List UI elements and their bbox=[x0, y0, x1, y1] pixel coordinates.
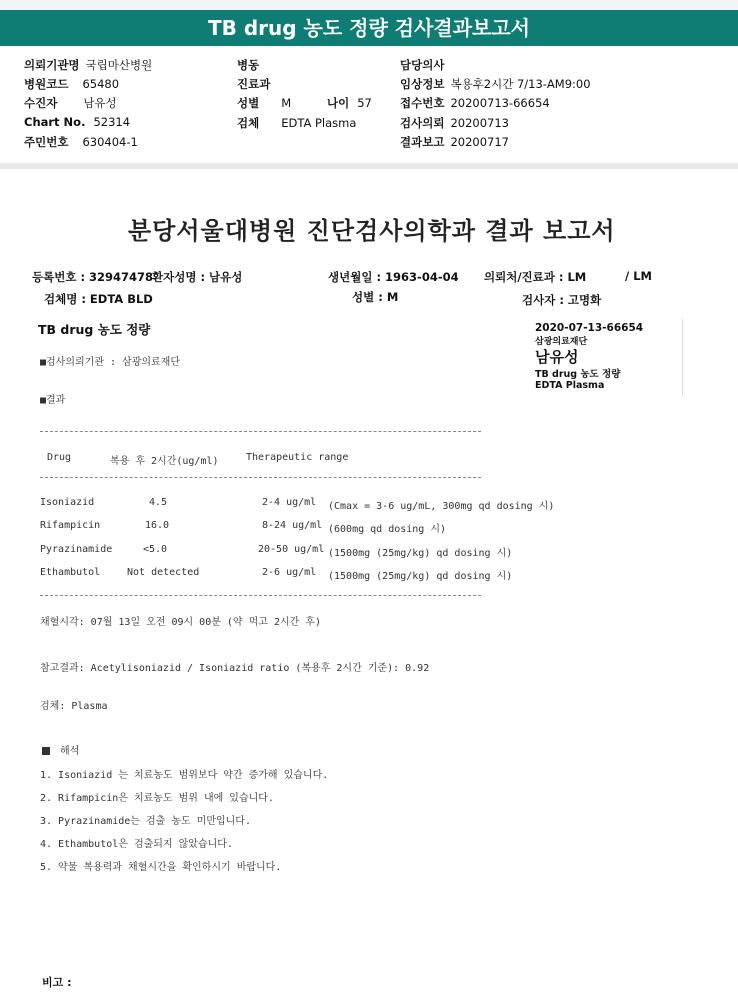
drug-value: Not detected bbox=[127, 567, 200, 578]
drug-range: 2-6 ug/ml bbox=[262, 567, 317, 578]
top-strip bbox=[0, 0, 738, 10]
label-name: 남유성 bbox=[535, 348, 579, 366]
bullet-square-icon bbox=[42, 747, 50, 755]
hdr-report-date: 결과보고 20200717 bbox=[400, 135, 509, 149]
hdr-receipt-no: 접수번호 20200713-66654 bbox=[400, 96, 550, 110]
drug-range: 2-4 ug/ml bbox=[262, 497, 317, 508]
interpretation-item: 1. Isoniazid 는 치료농도 범위보다 약간 증가해 있습니다. bbox=[40, 770, 329, 781]
label-spec: EDTA Plasma bbox=[535, 380, 605, 391]
label-id: 2020-07-13-66654 bbox=[535, 322, 644, 334]
interpretation-item: 5. 약물 복용력과 채혈시간을 확인하시기 바랍니다. bbox=[40, 862, 282, 873]
report-banner-title: TB drug 농도 정량 검사결과보고서 bbox=[0, 10, 738, 46]
patient-name: 환자성명 : 남유성 bbox=[152, 270, 243, 284]
drug-note: (1500mg (25mg/kg) qd dosing 시) bbox=[328, 571, 513, 582]
interpretation-item: 4. Ethambutol은 검출되지 않았습니다. bbox=[40, 839, 233, 850]
drug-name: Ethambutol bbox=[40, 567, 101, 578]
scanned-report bbox=[0, 169, 738, 1007]
col-range: Therapeutic range bbox=[246, 452, 349, 463]
drug-name: Isoniazid bbox=[40, 497, 95, 508]
sampling-time: 채혈시각: 07월 13일 오전 09시 00분 (약 먹고 2시간 후) bbox=[40, 617, 321, 628]
report-sex: 성별 : M bbox=[352, 290, 399, 304]
sample-label bbox=[532, 319, 683, 395]
tester: 검사자 : 고명화 bbox=[522, 293, 602, 307]
table-divider bbox=[40, 431, 481, 432]
label-test: TB drug 농도 정량 bbox=[535, 369, 621, 380]
hdr-chart-no: Chart No. 52314 bbox=[24, 115, 131, 129]
hdr-doctor: 담당의사 bbox=[400, 58, 445, 72]
col-drug: Drug bbox=[47, 452, 72, 463]
hdr-age: 나이 57 bbox=[327, 96, 372, 110]
table-divider bbox=[40, 477, 481, 478]
hdr-institution: 의뢰기관명 국립마산병원 bbox=[24, 58, 153, 72]
ordering-dept: 의뢰처/진료과 : LM bbox=[484, 270, 587, 284]
hdr-request-date: 검사의뢰 20200713 bbox=[400, 116, 509, 130]
table-divider bbox=[40, 595, 481, 596]
report-title: 분당서울대병원 진단검사의학과 결과 보고서 bbox=[128, 217, 616, 245]
drug-note: (1500mg (25mg/kg) qd dosing 시) bbox=[328, 548, 513, 559]
interpretation-heading: 해석 bbox=[42, 742, 79, 757]
hdr-clinical-info: 임상정보 복용후2시간 7/13-AM9:00 bbox=[400, 77, 591, 91]
drug-value: 4.5 bbox=[149, 497, 168, 508]
test-name: TB drug 농도 정량 bbox=[38, 322, 151, 337]
specimen-name: 검체명 : EDTA BLD bbox=[44, 292, 153, 306]
drug-name: Pyrazinamide bbox=[40, 544, 113, 555]
requesting-institution: ■검사의뢰기관 : 삼광의료재단 bbox=[40, 357, 181, 368]
hdr-hospital-code: 병원코드 65480 bbox=[24, 77, 120, 91]
col-value: 복용 후 2시간(ug/ml) bbox=[110, 456, 219, 467]
drug-note: (600mg qd dosing 시) bbox=[328, 524, 447, 535]
reference-result: 참고결과: Acetylisoniazid / Isoniazid ratio (복용후 2시간 기준): 0.92 bbox=[40, 663, 430, 674]
hdr-ward: 병동 bbox=[237, 58, 260, 72]
dob: 생년월일 : 1963-04-04 bbox=[328, 270, 459, 284]
drug-value: 16.0 bbox=[145, 520, 170, 531]
interpretation-item: 3. Pyrazinamide는 검출 농도 미만입니다. bbox=[40, 816, 251, 827]
ordering-dept-2: / LM bbox=[625, 269, 652, 283]
hdr-specimen: 검체 EDTA Plasma bbox=[237, 116, 357, 130]
drug-range: 20-50 ug/ml bbox=[258, 544, 325, 555]
drug-name: Rifampicin bbox=[40, 520, 101, 531]
remarks-label: 비고 : bbox=[42, 976, 72, 989]
drug-range: 8-24 ug/ml bbox=[262, 520, 323, 531]
hdr-sex: 성별 M bbox=[237, 96, 292, 110]
specimen-line: 검체: Plasma bbox=[40, 701, 108, 712]
hdr-patient: 수진자 남유성 bbox=[24, 96, 117, 110]
result-heading: ■결과 bbox=[40, 395, 66, 406]
interpretation-item: 2. Rifampicin은 치료농도 범위 내에 있습니다. bbox=[40, 793, 274, 804]
hdr-resident-no: 주민번호 630404-1 bbox=[24, 135, 138, 149]
drug-note: (Cmax = 3-6 ug/mL, 300mg qd dosing 시) bbox=[328, 501, 555, 512]
label-org: 삼광의료재단 bbox=[535, 337, 588, 347]
reg-no: 등록번호 : 32947478 bbox=[32, 270, 154, 284]
drug-value: <5.0 bbox=[143, 544, 168, 555]
hdr-dept: 진료과 bbox=[237, 77, 271, 91]
